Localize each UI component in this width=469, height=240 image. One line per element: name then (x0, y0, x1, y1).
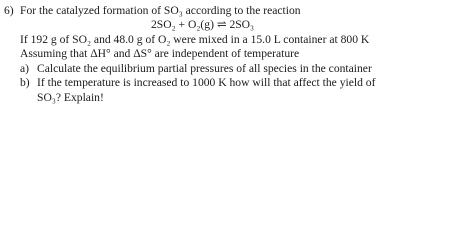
part-b-text: If the temperature is increased to 1000 K how will that affect the yield of (37, 76, 376, 89)
question-number: 6) (4, 4, 14, 17)
part-a-label: a) (20, 62, 30, 75)
part-b-continued: SO₃? Explain! (37, 91, 104, 104)
given-conditions: If 192 g of SO₂ and 48.0 g of O₂ were mixed in a 15.0 L container at 800 K (20, 33, 370, 46)
part-b-label: b) (20, 76, 30, 89)
assumption-text: Assuming that ΔH° and ΔS° are independent of temperature (20, 47, 300, 60)
question-intro: For the catalyzed formation of SO₃ according to the reaction (20, 4, 301, 17)
reaction-equation: 2SO₂ + O₂(g) ⇌ 2SO₃ (151, 18, 255, 31)
part-a-text: Calculate the equilibrium partial pressures of all species in the container (37, 62, 372, 75)
